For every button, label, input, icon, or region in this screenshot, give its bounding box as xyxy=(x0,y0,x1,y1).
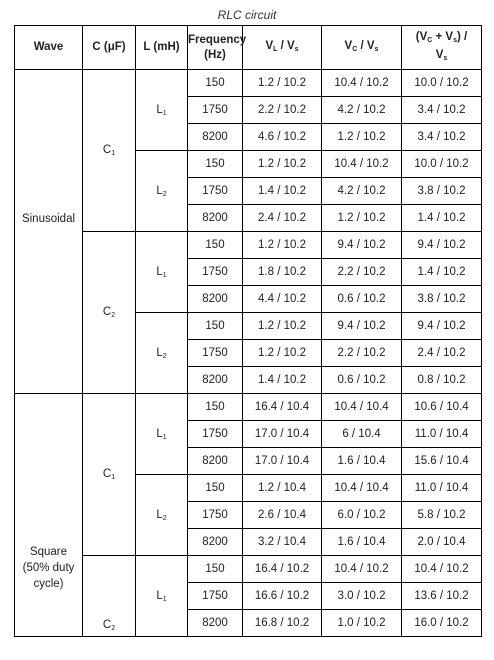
vl-ratio-cell: 1.2 / 10.2 xyxy=(243,70,322,97)
vl-ratio-cell: 1.8 / 10.2 xyxy=(243,259,322,286)
vl-ratio-cell: 1.2 / 10.2 xyxy=(243,313,322,340)
vl-ratio-cell: 17.0 / 10.4 xyxy=(243,448,322,475)
vc-ratio-cell: 0.6 / 10.2 xyxy=(322,286,402,313)
vl-ratio-cell: 16.6 / 10.2 xyxy=(243,583,322,610)
header-wave: Wave xyxy=(15,26,83,70)
vl-ratio-cell: 16.8 / 10.2 xyxy=(243,610,322,637)
header-capacitance: C (μF) xyxy=(83,26,136,70)
header-frequency xyxy=(188,26,247,70)
vl-ratio-cell: 4.4 / 10.2 xyxy=(243,286,322,313)
sum-ratio-cell: 0.8 / 10.2 xyxy=(402,367,482,394)
vc-ratio-cell: 9.4 / 10.2 xyxy=(322,232,402,259)
inductor-l1-cell: $L_1$ xyxy=(136,556,188,637)
inductor-l1-cell: $L_1$ xyxy=(136,70,188,151)
inductor-l2-cell: $L_2$ xyxy=(136,151,188,232)
vl-ratio-cell: 4.6 / 10.2 xyxy=(243,124,322,151)
frequency-cell: 8200 xyxy=(188,448,243,475)
frequency-cell: 150 xyxy=(188,313,243,340)
frequency-cell: 150 xyxy=(188,70,243,97)
vc-ratio-cell: 2.2 / 10.2 xyxy=(322,259,402,286)
sum-ratio-cell: 1.4 / 10.2 xyxy=(402,259,482,286)
vl-ratio-cell: 1.2 / 10.2 xyxy=(243,340,322,367)
sum-ratio-cell: 3.4 / 10.2 xyxy=(402,97,482,124)
vl-ratio-cell: 3.2 / 10.4 xyxy=(243,529,322,556)
header-frequency-line1: Frequency xyxy=(188,33,247,46)
frequency-cell: 150 xyxy=(188,151,243,178)
frequency-cell: 1750 xyxy=(188,583,243,610)
header-row xyxy=(15,26,482,70)
header-sum-ratio: $(V_C + V_s)$ / $V_s$ xyxy=(402,26,482,70)
wave-square-label-line2: (50% duty xyxy=(22,562,75,574)
vl-ratio-cell: 1.2 / 10.2 xyxy=(243,151,322,178)
table-caption: RLC circuit xyxy=(217,8,277,22)
capacitor-c1-cell: $C_1$ xyxy=(83,394,136,556)
vc-ratio-cell: 10.4 / 10.2 xyxy=(322,151,402,178)
sum-ratio-cell: 3.8 / 10.2 xyxy=(402,178,482,205)
table-row xyxy=(15,70,482,97)
inductor-l2-cell: $L_2$ xyxy=(136,313,188,394)
vc-ratio-cell: 10.4 / 10.4 xyxy=(322,475,402,502)
vl-ratio-cell: 1.2 / 10.4 xyxy=(243,475,322,502)
table-row xyxy=(15,556,482,583)
frequency-cell: 1750 xyxy=(188,178,243,205)
sum-ratio-cell: 15.6 / 10.4 xyxy=(402,448,482,475)
frequency-cell: 1750 xyxy=(188,340,243,367)
sum-ratio-cell: 13.6 / 10.2 xyxy=(402,583,482,610)
frequency-cell: 8200 xyxy=(188,367,243,394)
vc-ratio-cell: 1.2 / 10.2 xyxy=(322,124,402,151)
wave-sinusoidal-cell xyxy=(15,70,83,394)
vc-ratio-cell: 6 / 10.4 xyxy=(322,421,402,448)
sum-ratio-cell: 11.0 / 10.4 xyxy=(402,475,482,502)
wave-sinusoidal-label: Sinusoidal xyxy=(21,213,76,225)
frequency-cell: 8200 xyxy=(188,286,243,313)
sum-ratio-cell: 5.8 / 10.2 xyxy=(402,502,482,529)
vc-ratio-cell: 4.2 / 10.2 xyxy=(322,97,402,124)
sum-ratio-cell: 3.8 / 10.2 xyxy=(402,286,482,313)
rlc-results-table xyxy=(14,25,482,637)
capacitor-c2-cell: $C_2$ xyxy=(83,556,136,637)
sum-ratio-cell: 10.6 / 10.4 xyxy=(402,394,482,421)
sum-ratio-cell: 11.0 / 10.4 xyxy=(402,421,482,448)
sum-ratio-cell: 10.4 / 10.2 xyxy=(402,556,482,583)
frequency-cell: 1750 xyxy=(188,502,243,529)
header-vl-ratio: $V_L / V_s$ xyxy=(243,26,322,70)
frequency-cell: 1750 xyxy=(188,421,243,448)
sum-ratio-cell: 2.4 / 10.2 xyxy=(402,340,482,367)
frequency-cell: 1750 xyxy=(188,259,243,286)
capacitor-c1-cell: $C_1$ xyxy=(83,70,136,232)
vl-ratio-cell: 2.2 / 10.2 xyxy=(243,97,322,124)
frequency-cell: 150 xyxy=(188,475,243,502)
vl-ratio-cell: 16.4 / 10.4 xyxy=(243,394,322,421)
inductor-l1-cell: $L_1$ xyxy=(136,232,188,313)
sum-ratio-cell: 10.0 / 10.2 xyxy=(402,70,482,97)
sum-ratio-cell: 2.0 / 10.4 xyxy=(402,529,482,556)
vc-ratio-cell: 1.0 / 10.2 xyxy=(322,610,402,637)
vc-ratio-cell: 2.2 / 10.2 xyxy=(322,340,402,367)
vl-ratio-cell: 2.4 / 10.2 xyxy=(243,205,322,232)
frequency-cell: 8200 xyxy=(188,124,243,151)
header-frequency-line2: (Hz) xyxy=(204,48,226,61)
frequency-cell: 8200 xyxy=(188,610,243,637)
vc-ratio-cell: 0.6 / 10.2 xyxy=(322,367,402,394)
frequency-cell: 8200 xyxy=(188,529,243,556)
vl-ratio-cell: 1.4 / 10.2 xyxy=(243,367,322,394)
wave-square-label-line3: cycle) xyxy=(33,578,64,590)
header-vc-ratio: $V_C / V_s$ xyxy=(322,26,402,70)
frequency-cell: 8200 xyxy=(188,205,243,232)
vc-ratio-cell: 3.0 / 10.2 xyxy=(322,583,402,610)
sum-ratio-cell: 16.0 / 10.2 xyxy=(402,610,482,637)
capacitor-c2-cell: $C_2$ xyxy=(83,232,136,394)
vc-ratio-cell: 10.4 / 10.2 xyxy=(322,556,402,583)
table-row xyxy=(15,394,482,421)
sum-ratio-cell: 3.4 / 10.2 xyxy=(402,124,482,151)
inductor-l1-cell: $L_1$ xyxy=(136,394,188,475)
table-row xyxy=(15,232,482,259)
sum-ratio-cell: 10.0 / 10.2 xyxy=(402,151,482,178)
frequency-cell: 150 xyxy=(188,232,243,259)
wave-square-cell xyxy=(15,394,83,637)
vc-ratio-cell: 1.6 / 10.4 xyxy=(322,529,402,556)
wave-square-label-line1: Square xyxy=(29,546,68,558)
inductor-l2-cell: $L_2$ xyxy=(136,475,188,556)
frequency-cell: 150 xyxy=(188,556,243,583)
frequency-cell: 1750 xyxy=(188,97,243,124)
vl-ratio-cell: 17.0 / 10.4 xyxy=(243,421,322,448)
vc-ratio-cell: 1.6 / 10.4 xyxy=(322,448,402,475)
vc-ratio-cell: 6.0 / 10.2 xyxy=(322,502,402,529)
sum-ratio-cell: 9.4 / 10.2 xyxy=(402,313,482,340)
vc-ratio-cell: 4.2 / 10.2 xyxy=(322,178,402,205)
sum-ratio-cell: 1.4 / 10.2 xyxy=(402,205,482,232)
vl-ratio-cell: 1.2 / 10.2 xyxy=(243,232,322,259)
sum-ratio-cell: 9.4 / 10.2 xyxy=(402,232,482,259)
vc-ratio-cell: 1.2 / 10.2 xyxy=(322,205,402,232)
vc-ratio-cell: 10.4 / 10.2 xyxy=(322,70,402,97)
vl-ratio-cell: 16.4 / 10.2 xyxy=(243,556,322,583)
vl-ratio-cell: 2.6 / 10.4 xyxy=(243,502,322,529)
vl-ratio-cell: 1.4 / 10.2 xyxy=(243,178,322,205)
vc-ratio-cell: 10.4 / 10.4 xyxy=(322,394,402,421)
vc-ratio-cell: 9.4 / 10.2 xyxy=(322,313,402,340)
header-inductance: L (mH) xyxy=(136,26,188,70)
frequency-cell: 150 xyxy=(188,394,243,421)
